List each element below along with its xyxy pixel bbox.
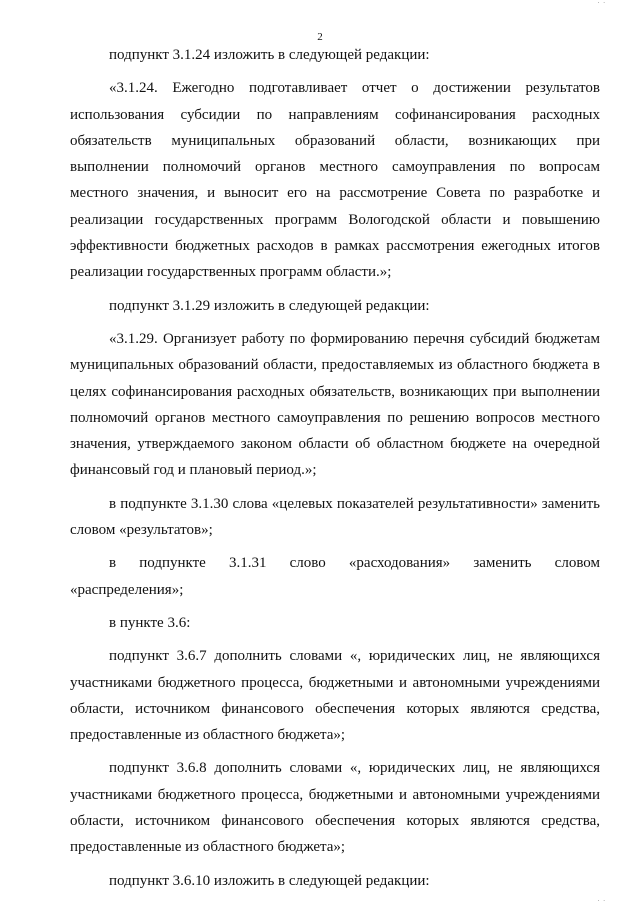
paragraph: «3.1.24. Ежегодно подготавливает отчет о достижении результатов использования субсидии по направлениям софинансирования расходных обязательств муниципальных образований области, возникающих при выполнении полномочий органов местного самоуправления по вопросам местного значения, и выносит его на рассмотрение Совета по разработке и реализации государственных программ Вологодской области и повышению эффективности бюджетных расходов в рамках рассмотрения ежегодных итогов реализации государственных программ области.»;: [70, 80, 600, 281]
paragraph: подпункт 3.1.29 изложить в следующей редакции:: [109, 297, 430, 314]
paragraph: в подпункте 3.1.30 слова «целевых показателей результативности» заменить словом «результатов»;: [70, 495, 600, 539]
paragraph: в пункте 3.6:: [109, 614, 191, 631]
paragraph: подпункт 3.1.24 изложить в следующей редакции:: [109, 47, 430, 63]
paragraph: «3.1.29. Организует работу по формированию перечня субсидий бюджетам муниципальных образований области, предоставляемых из областного бюджета в целях софинансирования расходных обязательств, возникающих при выполнении полномочий органов местного самоуправления по решению вопросов местного значения, утверждаемого законом области об областном бюджете на очередной финансовый год и плановый период.»;: [70, 330, 600, 479]
paragraph: подпункт 3.6.7 дополнить словами «, юридических лиц, не являющихся участниками бюджетного процесса, бюджетными и автономными учреждениями области, источником финансового обеспечения которых являются средства, предоставленные из областного бюджета»;: [70, 648, 600, 744]
paragraph: в подпункте 3.1.31 слово «расходования» заменить словом «распределения»;: [70, 555, 600, 598]
paragraph: подпункт 3.6.10 изложить в следующей редакции:: [109, 872, 430, 889]
document-body: [70, 42, 600, 894]
paragraph: подпункт 3.6.8 дополнить словами «, юридических лиц, не являющихся участниками бюджетного процесса, бюджетными и автономными учреждениями области, источником финансового обеспечения которых являются средства, предоставленные из областного бюджета»;: [70, 760, 600, 856]
scan-mark: . .: [597, 895, 606, 903]
page-number: 2: [317, 31, 323, 43]
scan-mark: . .: [597, 0, 606, 5]
